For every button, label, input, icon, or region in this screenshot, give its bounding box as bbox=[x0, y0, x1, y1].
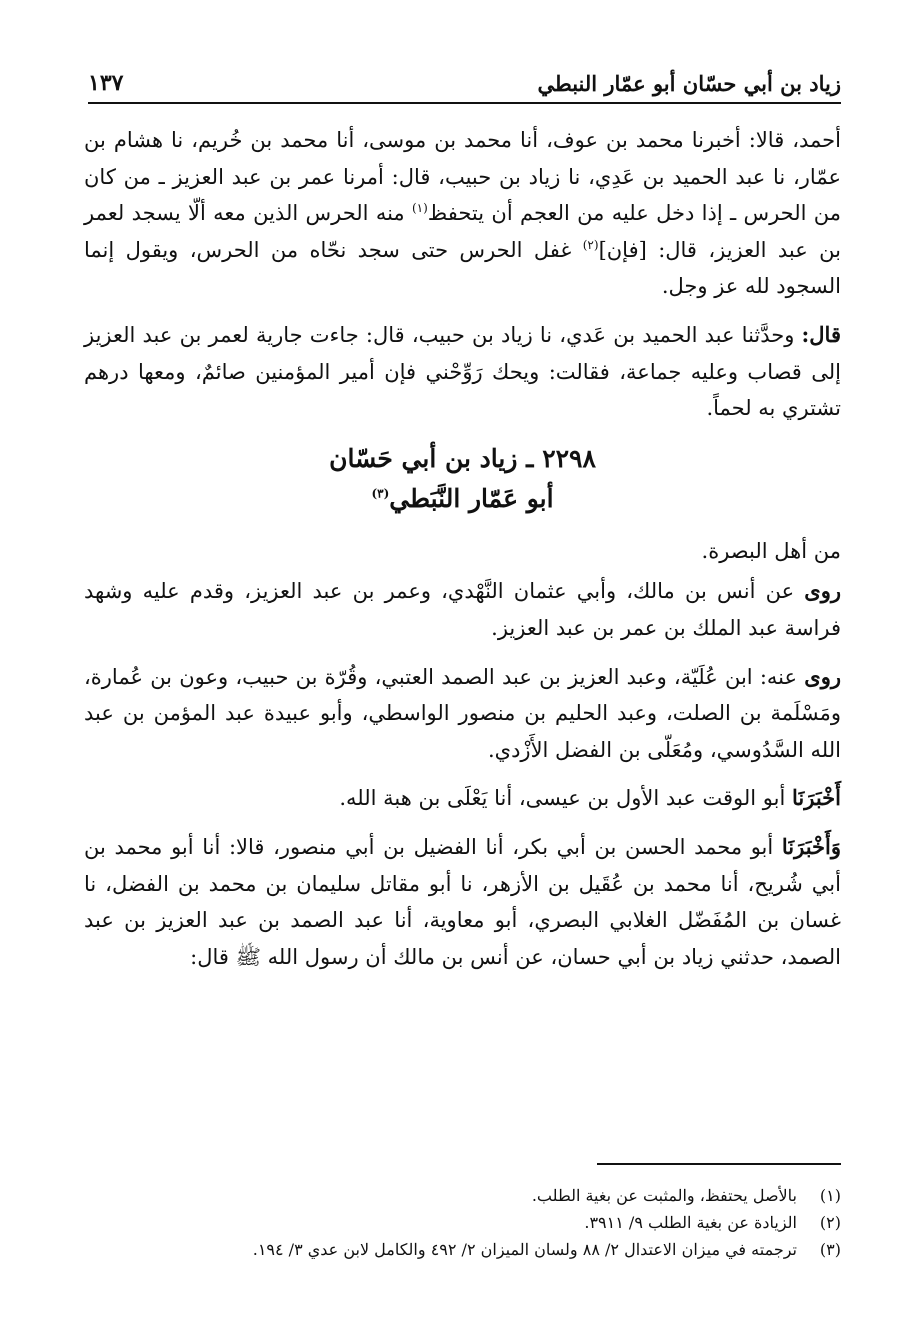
footnote-2: (٢) الزيادة عن بغية الطلب ٩/ ٣٩١١. bbox=[584, 1213, 841, 1232]
main-text bbox=[84, 122, 841, 987]
footnote-divider bbox=[597, 1163, 841, 1165]
entry-heading bbox=[84, 439, 841, 519]
footnote-ref-1: (١) bbox=[411, 201, 428, 216]
page-number: ١٣٧ bbox=[88, 70, 124, 96]
footnote-1: (١) بالأصل يحتفظ، والمثبت عن بغية الطلب. bbox=[531, 1186, 841, 1205]
entry-title: ٢٢٩٨ ـ زياد بن أبي حَسّان bbox=[329, 443, 596, 473]
footnote-3: (٣) ترجمته في ميزان الاعتدال ٢/ ٨٨ ولسان الميزان ٢/ ٤٩٢ والكامل لابن عدي ٣/ ١٩٤. bbox=[252, 1240, 841, 1259]
paragraph-2: قال: وحدَّثنا عبد الحميد بن عَدي، نا زياد بن حبيب، قال: جاءت جارية لعمر بن عبد العزيز إلى قصاب وعليه جماعة، فقالت: ويحك رَوِّحْني فإن أمير المؤمنين صائمٌ، ومعها درهم تشتري به لحماً. bbox=[84, 321, 841, 421]
footnote-ref-3: (٣) bbox=[371, 486, 390, 501]
entry-kunya: أبو عَمّار النَّبَطي$^{(٣)}$ bbox=[371, 483, 554, 513]
paragraph-isnad-2: وَأَخْبَرَنَا أبو محمد الحسن بن أبي بكر، أنا الفضيل بن أبي منصور، قالا: أنا أبو محمد بن أبي شُريح، أنا محمد بن عُقَيل بن الأزهر، نا أبو مقاتل سليمان بن محمد بن الفضل، نا غسان بن المُفَضّل الغلابي البصري، أبو معاوية، أنا عبد الصمد بن عبد العزيز بن عبد الصمد، حدثني زياد بن أبي حسان، عن أنس بن مالك أن رسول الله ﷺ قال: bbox=[84, 833, 841, 969]
footnote-ref-2: (٢) bbox=[582, 237, 599, 252]
running-header bbox=[88, 58, 841, 104]
paragraph-origin: من أهل البصرة. bbox=[701, 538, 841, 563]
paragraph-narrators: روى عنه: ابن عُلَيّة، وعبد العزيز بن عبد الصمد العتبي، وقُرّة بن حبيب، وعون بن عُمارة، ومَسْلَمة بن الصلت، وعبد الحليم بن منصور الواسطي، وأبو عبيدة عبد المؤمن بن عبد الله السَّدُوسي، ومُعَلّى بن الفضل الأَزْدي. bbox=[84, 663, 841, 762]
paragraph-1: أحمد، قالا: أخبرنا محمد بن عوف، أنا محمد بن موسى، أنا محمد بن خُريم، نا هشام بن عمّار، نا عبد الحميد بن عَدِي، نا زياد بن حبيب، قال: أمرنا عمر بن عبد العزيز ـ من كان من الحرس ـ إذا دخل عليه من العجم أن يتحفظ$^{(١)}$ منه الحرس الذين معه ألّا يسجد لعمر بن عبد العزيز، قال: [فإن]$^{(٢)}$ غفل الحرس حتى سجد نحّاه من الحرس، ويقول إنما السجود لله عز وجل. bbox=[84, 128, 841, 299]
paragraph-isnad-1: أَخْبَرَنَا أبو الوقت عبد الأول بن عيسى، أنا يَعْلَى بن هبة الله. bbox=[339, 785, 841, 811]
running-title: زياد بن أبي حسّان أبو عمّار النبطي bbox=[537, 71, 841, 96]
footnotes bbox=[84, 1182, 841, 1263]
paragraph-narrated-from: روى عن أنس بن مالك، وأبي عثمان النَّهْدي، وعمر بن عبد العزيز، وقدم عليه وشهد فراسة عبد الملك بن عمر بن عبد العزيز. bbox=[84, 578, 841, 640]
